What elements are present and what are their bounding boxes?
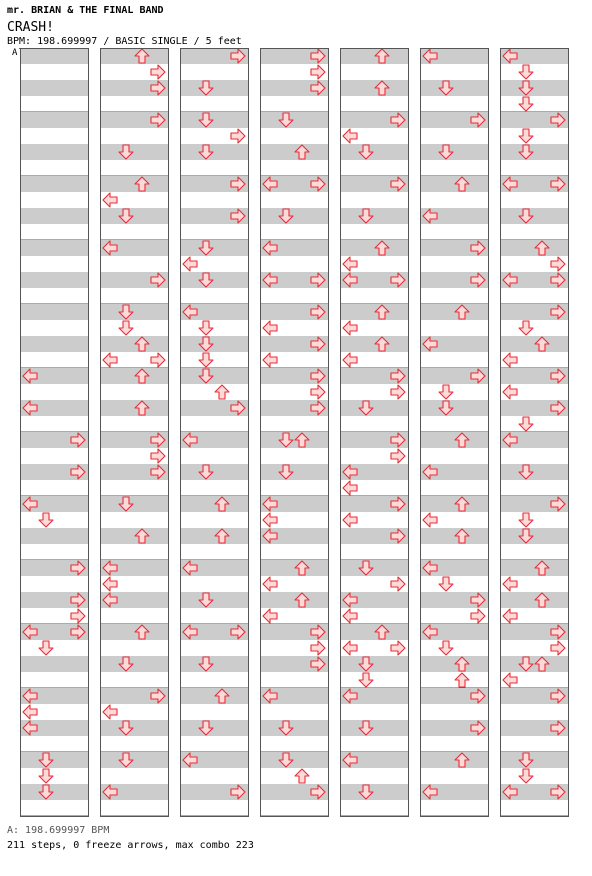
song-artist: mr. BRIAN & THE FINAL BAND	[7, 5, 164, 16]
measure-block	[420, 752, 488, 816]
measure-block	[340, 432, 408, 496]
beat-stripe	[500, 144, 568, 160]
beat-stripe	[260, 752, 328, 768]
measure-block	[500, 560, 568, 624]
beat-stripe	[180, 368, 248, 384]
beat-stripe	[420, 432, 488, 448]
beat-stripe	[340, 336, 408, 352]
beat-stripe	[340, 400, 408, 416]
beat-stripe	[20, 784, 88, 800]
measure-block	[20, 240, 88, 304]
measure-block	[20, 112, 88, 176]
measure-block	[260, 112, 328, 176]
measure-block	[260, 368, 328, 432]
chart-info: BPM: 198.699997 / BASIC SINGLE / 5 feet	[7, 36, 242, 47]
beat-stripe	[20, 48, 88, 64]
beat-stripe	[420, 144, 488, 160]
measure-block	[180, 368, 248, 432]
chart-column	[180, 48, 249, 817]
beat-stripe	[180, 656, 248, 672]
beat-stripe	[500, 528, 568, 544]
beat-stripe	[340, 720, 408, 736]
measure-block	[100, 688, 168, 752]
beat-stripe	[100, 528, 168, 544]
measure-block	[20, 688, 88, 752]
measure-block	[20, 304, 88, 368]
measure-block	[500, 240, 568, 304]
measure-block	[260, 176, 328, 240]
measure-block	[420, 368, 488, 432]
measure-block	[100, 240, 168, 304]
measure-block	[20, 368, 88, 432]
beat-stripe	[20, 112, 88, 128]
measure-block	[340, 176, 408, 240]
beat-stripe	[20, 304, 88, 320]
beat-stripe	[100, 208, 168, 224]
measure-block	[340, 624, 408, 688]
beat-stripe	[100, 304, 168, 320]
measure-block	[500, 368, 568, 432]
beat-stripe	[100, 144, 168, 160]
measure-block	[420, 240, 488, 304]
footer-stats: 211 steps, 0 freeze arrows, max combo 223	[7, 840, 254, 851]
chart-column	[100, 48, 169, 817]
measure-block	[340, 560, 408, 624]
beat-stripe	[20, 176, 88, 192]
beat-stripe	[340, 656, 408, 672]
measure-block	[100, 176, 168, 240]
measure-block	[20, 560, 88, 624]
beat-stripe	[260, 208, 328, 224]
beat-stripe	[420, 656, 488, 672]
measure-block	[340, 48, 408, 112]
measure-block	[180, 624, 248, 688]
beat-stripe	[500, 336, 568, 352]
measure-block	[500, 176, 568, 240]
measure-block	[180, 560, 248, 624]
measure-block	[180, 688, 248, 752]
beat-stripe	[100, 368, 168, 384]
beat-stripe	[20, 656, 88, 672]
measure-block	[500, 112, 568, 176]
measure-block	[420, 176, 488, 240]
beat-stripe	[180, 80, 248, 96]
measure-block	[500, 624, 568, 688]
measure-block	[420, 624, 488, 688]
measure-block	[260, 240, 328, 304]
measure-block	[340, 240, 408, 304]
beat-stripe	[20, 752, 88, 768]
measure-block	[260, 48, 328, 112]
measure-block	[420, 496, 488, 560]
measure-block	[340, 496, 408, 560]
beat-stripe	[180, 112, 248, 128]
beat-stripe	[20, 240, 88, 256]
beat-stripe	[500, 656, 568, 672]
measure-block	[260, 624, 328, 688]
chart-column	[260, 48, 329, 817]
beat-stripe	[20, 528, 88, 544]
beat-stripe	[420, 176, 488, 192]
beat-stripe	[180, 336, 248, 352]
measure-block	[340, 688, 408, 752]
beat-stripe	[420, 304, 488, 320]
beat-stripe	[100, 720, 168, 736]
beat-stripe	[420, 752, 488, 768]
measure-block	[20, 624, 88, 688]
beat-stripe	[100, 336, 168, 352]
measure-block	[420, 432, 488, 496]
measure-block	[500, 48, 568, 112]
measure-block	[180, 496, 248, 560]
measure-block	[500, 496, 568, 560]
chart-column	[420, 48, 489, 817]
measure-block	[180, 432, 248, 496]
measure-block	[180, 752, 248, 816]
beat-stripe	[420, 400, 488, 416]
beat-stripe	[340, 144, 408, 160]
beat-stripe	[340, 304, 408, 320]
measure-block	[100, 368, 168, 432]
beat-stripe	[420, 496, 488, 512]
beat-stripe	[180, 592, 248, 608]
measure-block	[420, 112, 488, 176]
measure-block	[260, 560, 328, 624]
measure-block	[260, 496, 328, 560]
measure-block	[180, 304, 248, 368]
measure-block	[100, 560, 168, 624]
beat-stripe	[260, 720, 328, 736]
measure-block	[260, 304, 328, 368]
beat-stripe	[260, 560, 328, 576]
beat-stripe	[100, 496, 168, 512]
measure-block	[340, 752, 408, 816]
beat-stripe	[20, 208, 88, 224]
beat-stripe	[180, 688, 248, 704]
measure-block	[100, 624, 168, 688]
chart-column	[20, 48, 89, 817]
measure-block	[420, 48, 488, 112]
beat-stripe	[500, 240, 568, 256]
bpm-marker-label: A	[12, 48, 18, 58]
beat-stripe	[180, 496, 248, 512]
beat-stripe	[500, 560, 568, 576]
measure-block	[340, 112, 408, 176]
beat-stripe	[100, 624, 168, 640]
beat-stripe	[260, 432, 328, 448]
measure-block	[100, 48, 168, 112]
beat-stripe	[260, 112, 328, 128]
beat-stripe	[420, 528, 488, 544]
measure-block	[180, 176, 248, 240]
measure-block	[20, 48, 88, 112]
measure-block	[100, 432, 168, 496]
beat-stripe	[260, 592, 328, 608]
beat-stripe	[500, 80, 568, 96]
measure-block	[500, 688, 568, 752]
beat-stripe	[340, 240, 408, 256]
beat-stripe	[500, 752, 568, 768]
beat-stripe	[100, 656, 168, 672]
measure-block	[500, 752, 568, 816]
beat-stripe	[500, 464, 568, 480]
beat-stripe	[100, 752, 168, 768]
beat-stripe	[100, 400, 168, 416]
chart-column	[500, 48, 569, 817]
beat-stripe	[20, 272, 88, 288]
beat-stripe	[180, 272, 248, 288]
measure-block	[420, 560, 488, 624]
beat-stripe	[180, 720, 248, 736]
measure-block	[100, 752, 168, 816]
beat-stripe	[100, 176, 168, 192]
beat-stripe	[340, 784, 408, 800]
measure-block	[180, 48, 248, 112]
beat-stripe	[180, 240, 248, 256]
measure-block	[340, 368, 408, 432]
beat-stripe	[340, 80, 408, 96]
measure-block	[260, 752, 328, 816]
measure-block	[180, 112, 248, 176]
measure-block	[20, 752, 88, 816]
footer-bpm: A: 198.699997 BPM	[7, 825, 110, 836]
beat-stripe	[180, 528, 248, 544]
measure-block	[20, 496, 88, 560]
measure-block	[260, 432, 328, 496]
beat-stripe	[500, 208, 568, 224]
beat-stripe	[100, 48, 168, 64]
beat-stripe	[340, 560, 408, 576]
beat-stripe	[20, 80, 88, 96]
measure-block	[420, 688, 488, 752]
measure-block	[100, 304, 168, 368]
beat-stripe	[500, 592, 568, 608]
measure-block	[420, 304, 488, 368]
measure-block	[500, 304, 568, 368]
beat-stripe	[340, 208, 408, 224]
beat-stripe	[180, 464, 248, 480]
beat-stripe	[340, 624, 408, 640]
beat-stripe	[260, 144, 328, 160]
beat-stripe	[260, 464, 328, 480]
measure-block	[260, 688, 328, 752]
beat-stripe	[420, 80, 488, 96]
measure-block	[500, 432, 568, 496]
measure-block	[180, 240, 248, 304]
beat-stripe	[20, 336, 88, 352]
measure-block	[100, 496, 168, 560]
measure-block	[340, 304, 408, 368]
song-title: CRASH!	[7, 20, 54, 35]
measure-block	[20, 176, 88, 240]
chart-column	[340, 48, 409, 817]
beat-stripe	[20, 144, 88, 160]
measure-block	[100, 112, 168, 176]
beat-stripe	[340, 48, 408, 64]
measure-block	[20, 432, 88, 496]
beat-stripe	[180, 144, 248, 160]
